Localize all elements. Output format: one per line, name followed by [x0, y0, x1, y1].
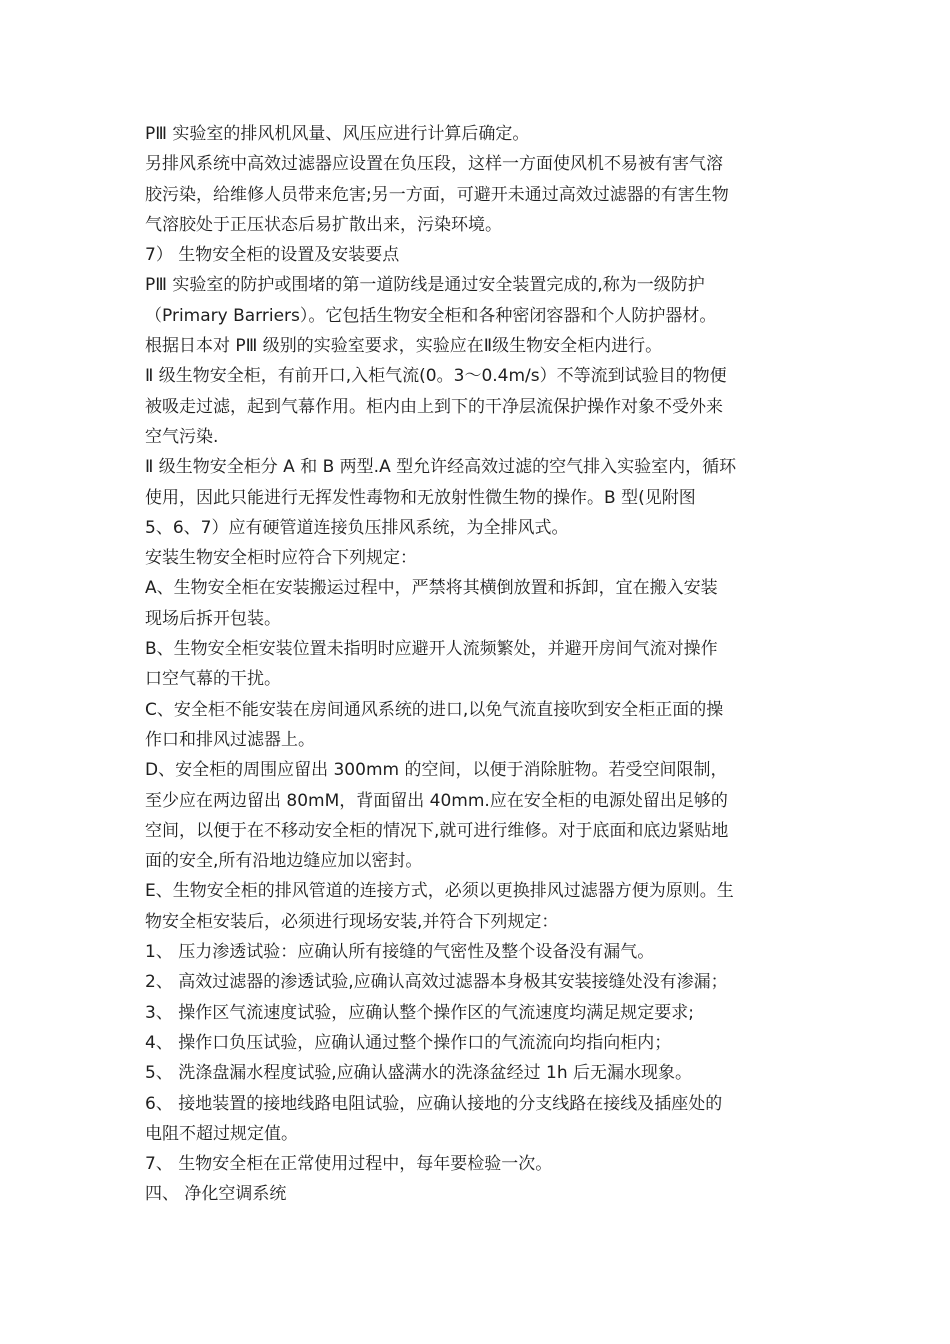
- document-body: [145, 119, 815, 1210]
- list-item-text: 现场后拆开包装。: [145, 608, 281, 629]
- list-item-text: 4、 操作口负压试验，应确认通过整个操作口的气流流向均指向柜内；: [145, 1032, 672, 1053]
- list-item-text: 至少应在两边留出 80mM，背面留出 40mm.应在安全柜的电源处留出足够的: [145, 790, 728, 811]
- text-line: Ⅱ 级生物安全柜分 A 和 B 两型.A 型允许经高效过滤的空气排入实验室内，循环: [145, 457, 737, 478]
- list-item-text: 3、 操作区气流速度试验，应确认整个操作区的气流速度均满足规定要求;: [145, 1002, 694, 1023]
- text-line: 另排风系统中高效过滤器应设置在负压段，这样一方面使风机不易被有害气溶: [145, 154, 723, 175]
- list-item-text: B、生物安全柜安装位置未指明时应避开人流频繁处，并避开房间气流对操作: [145, 639, 718, 660]
- list-item-text: 2、 高效过滤器的渗透试验,应确认高效过滤器本身极其安装接缝处没有渗漏；: [145, 972, 728, 993]
- text-line: （Primary Barriers）。它包括生物安全柜和各种密闭容器和个人防护器材。: [145, 305, 717, 326]
- list-item-text: 5、 洗涤盘漏水程度试验,应确认盛满水的洗涤盆经过 1h 后无漏水现象。: [145, 1063, 693, 1084]
- text-line: 空气污染.: [145, 426, 219, 447]
- list-item-text: C、安全柜不能安装在房间通风系统的进口,以免气流直接吹到安全柜正面的操: [145, 699, 724, 720]
- list-item-text: 6、 接地装置的接地线路电阻试验，应确认接地的分支线路在接线及插座处的: [145, 1093, 723, 1114]
- section-heading: 7） 生物安全柜的设置及安装要点: [145, 245, 400, 266]
- text-line: Ⅱ 级生物安全柜，有前开口,入柜气流(0。3～0.4m/s）不等流到试验目的物便: [145, 366, 727, 387]
- list-item-text: 空间，以便于在不移动安全柜的情况下,就可进行维修。对于底面和底边紧贴地: [145, 820, 729, 841]
- text-line: PⅢ 实验室的排风机风量、风压应进行计算后确定。: [145, 124, 530, 144]
- text-line: 使用，因此只能进行无挥发性毒物和无放射性微生物的操作。B 型(见附图: [145, 487, 696, 508]
- text-line: 气溶胶处于正压状态后易扩散出来，污染环境。: [145, 214, 502, 235]
- section-heading: 四、 净化空调系统: [145, 1184, 287, 1205]
- list-item-text: 口空气幕的干扰。: [145, 669, 281, 690]
- list-item-text: D、安全柜的周围应留出 300mm 的空间，以便于消除脏物。若受空间限制，: [145, 760, 728, 781]
- list-item-text: 1、 压力渗透试验：应确认所有接缝的气密性及整个设备没有漏气。: [145, 942, 655, 963]
- text-line: 安装生物安全柜时应符合下列规定：: [145, 548, 417, 569]
- list-item-text: 物安全柜安装后，必须进行现场安装,并符合下列规定：: [145, 911, 559, 932]
- text-line: 根据日本对 PⅢ 级别的实验室要求，实验应在Ⅱ级生物安全柜内进行。: [145, 336, 663, 357]
- list-item-text: 作口和排风过滤器上。: [145, 729, 315, 750]
- text-line: 被吸走过滤，起到气幕作用。柜内由上到下的干净层流保护操作对象不受外来: [145, 396, 723, 417]
- list-item-text: A、生物安全柜在安装搬运过程中，严禁将其横倒放置和拆卸，宜在搬入安装: [145, 578, 718, 599]
- list-item-text: 电阻不超过规定值。: [145, 1123, 298, 1144]
- list-item-text: E、生物安全柜的排风管道的连接方式，必须以更换排风过滤器方便为原则。生: [145, 881, 734, 902]
- text-line: 胶污染，给维修人员带来危害;另一方面，可避开未通过高效过滤器的有害生物: [145, 184, 729, 205]
- list-item-text: 7、 生物安全柜在正常使用过程中，每年要检验一次。: [145, 1154, 553, 1175]
- text-line: PⅢ 实验室的防护或围堵的第一道防线是通过安全装置完成的,称为一级防护: [145, 275, 705, 296]
- text-line: 5、6、7）应有硬管道连接负压排风系统，为全排风式。: [145, 517, 569, 538]
- list-item-text: 面的安全,所有沿地边缝应加以密封。: [145, 851, 423, 872]
